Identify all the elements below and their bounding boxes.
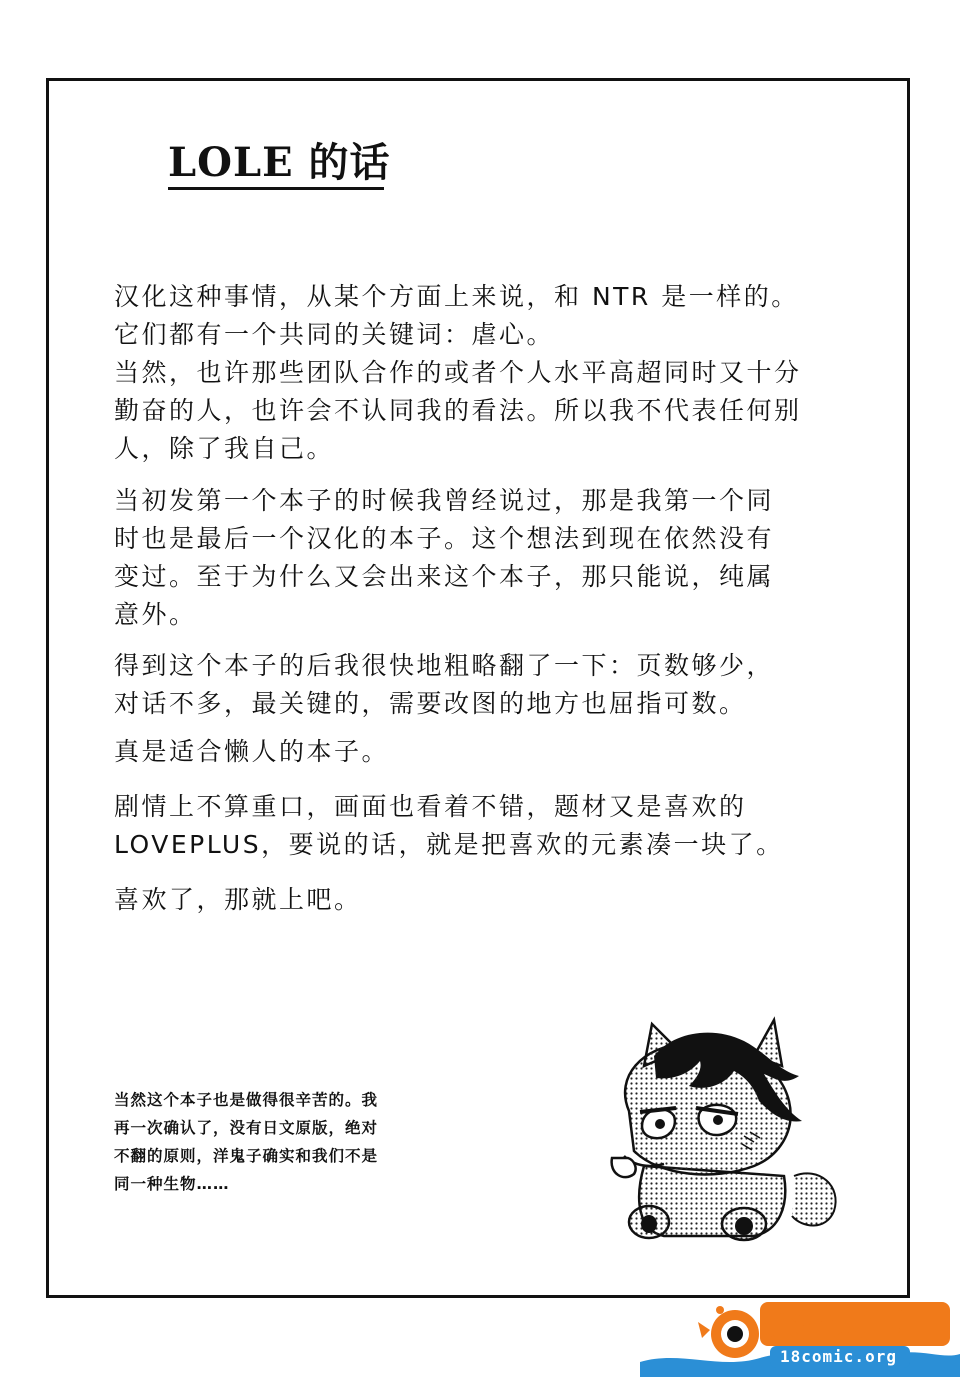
text-line: 汉化这种事情，从某个方面上来说，和 NTR 是一样的。: [114, 282, 799, 311]
footnote: [114, 1086, 378, 1198]
footnote-line: 同一种生物……: [114, 1175, 230, 1193]
text-line: 意外。: [114, 600, 197, 629]
paragraph-skim: [114, 647, 774, 723]
paragraph-lazy: [114, 733, 389, 771]
watermark-brand: 禁漫天堂: [765, 1304, 905, 1344]
text-line: 变过。至于为什么又会出来这个本子，那只能说，纯属: [114, 562, 775, 591]
text-line: 当然，也许那些团队合作的或者个人水平高超同时又十分: [114, 358, 802, 387]
footnote-line: 当然这个本子也是做得很辛苦的。我: [114, 1091, 379, 1109]
text-line: 喜欢了，那就上吧。: [114, 885, 362, 914]
text-line: 勤奋的人，也许会不认同我的看法。所以我不代表任何别: [114, 396, 802, 425]
watermark: [640, 1300, 960, 1377]
text-line: 真是适合懒人的本子。: [114, 737, 390, 766]
text-line: LOVEPLUS，要说的话，就是把喜欢的元素凑一块了。: [114, 830, 784, 859]
paragraph-first-book: [114, 482, 774, 634]
text-line: 它们都有一个共同的关键词：虐心。: [114, 320, 555, 349]
fish-mascot-icon: [698, 1306, 759, 1358]
text-line: 人，除了我自己。: [114, 434, 335, 463]
text-line: 当初发第一个本子的时候我曾经说过，那是我第一个同: [114, 486, 775, 515]
text-line: 得到这个本子的后我很快地粗略翻了一下：页数够少，: [114, 651, 775, 680]
paragraph-intro: [114, 278, 802, 468]
text-line: 对话不多，最关键的，需要改图的地方也屈指可数。: [114, 689, 747, 718]
footnote-line: 再一次确认了，没有日文原版，绝对: [114, 1119, 379, 1137]
paragraph-plot: [114, 788, 784, 864]
text-line: 时也是最后一个汉化的本子。这个想法到现在依然没有: [114, 524, 775, 553]
paragraph-closing: [114, 881, 362, 919]
footnote-line: 不翻的原则，洋鬼子确实和我们不是: [114, 1147, 379, 1165]
grumpy-pony-icon: [604, 1016, 849, 1246]
title-underline: [168, 187, 384, 190]
watermark-url: 18comic.org: [780, 1347, 897, 1366]
text-line: 剧情上不算重口，画面也看着不错，题材又是喜欢的: [114, 792, 747, 821]
page-title: LOLE 的话: [168, 139, 391, 186]
